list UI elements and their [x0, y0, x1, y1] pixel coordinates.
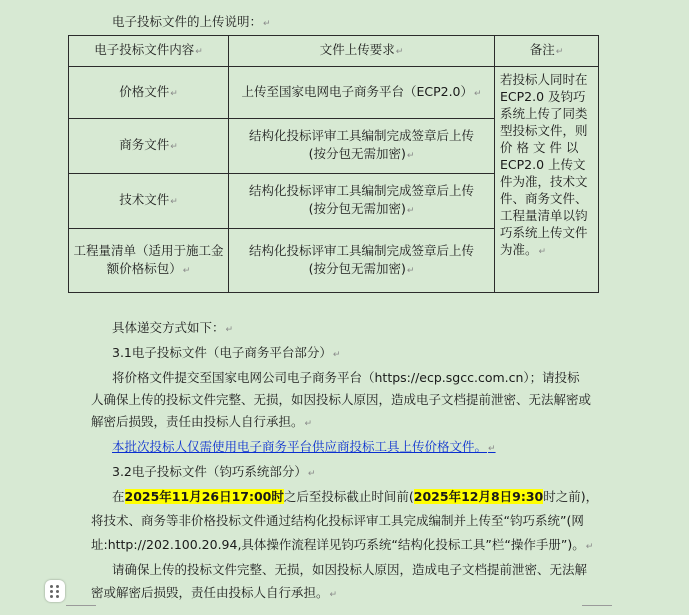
deadline-highlight: 2025年12月8日9:30	[413, 489, 544, 504]
drag-handle-icon[interactable]	[45, 580, 65, 602]
section-3-1-title: 3.1电子投标文件（电子商务平台部分）↵	[112, 345, 341, 360]
page-margin-mark	[66, 605, 96, 606]
row-requirement-price: 上传至国家电网电子商务平台（ECP2.0）↵	[229, 67, 495, 119]
section-3-2-deadline-line: 在2025年11月26日17:00时之后至投标截止时间前(2025年12月8日9:30时之前)，	[112, 489, 599, 504]
section-3-2-paragraph-line: 址:http://202.100.20.94,具体操作流程详见钧巧系统“结构化投标工具”栏“操作手册”)。↵	[91, 537, 594, 552]
row-requirement-technical: 结构化投标评审工具编制完成签章后上传 (按分包无需加密)↵	[229, 174, 495, 229]
section-3-2-paragraph-2-line: 密或解密后损毁，责任由投标人自行承担。↵	[91, 585, 338, 600]
page-margin-mark	[582, 605, 612, 606]
section-3-1-paragraph-line: 解密后损毁，责任由投标人自行承担。↵	[91, 414, 313, 429]
section-3-2-paragraph-2-line: 请确保上传的投标文件完整、无损，如因投标人原因，造成电子文档提前泄密、无法解	[112, 562, 588, 577]
section-3-1-paragraph-line: 将价格文件提交至国家电网公司电子商务平台（https://ecp.sgcc.com.cn）；请投标	[112, 370, 580, 385]
header-content: 电子投标文件内容↵	[69, 36, 229, 67]
start-time-highlight: 2025年11月26日17:00时	[124, 489, 284, 504]
header-requirement: 文件上传要求↵	[229, 36, 495, 67]
row-content-technical: 技术文件↵	[69, 174, 229, 229]
table-header-row	[69, 36, 599, 67]
price-upload-note-link[interactable]: 本批次投标人仅需使用电子商务平台供应商投标工具上传价格文件。↵	[112, 439, 496, 454]
upload-instructions-title: 电子投标文件的上传说明：↵	[112, 14, 271, 29]
row-content-price: 价格文件↵	[69, 67, 229, 119]
header-note: 备注↵	[495, 36, 599, 67]
row-requirement-quantity: 结构化投标评审工具编制完成签章后上传 (按分包无需加密)↵	[229, 229, 495, 293]
section-3-2-title: 3.2电子投标文件（钧巧系统部分）↵	[112, 464, 316, 479]
row-requirement-business: 结构化投标评审工具编制完成签章后上传 (按分包无需加密)↵	[229, 119, 495, 174]
note-cell: 若投标人同时在 ECP2.0 及钧巧 系统上传了同类 型投标文件，则 价 格 文 件 以 ECP2.0 上传文 件为准，技术文 件、商务文件、 工程量清单以钧 巧系统上传文件 为准。↵	[495, 67, 599, 293]
table-row	[69, 67, 599, 119]
section-3-1-paragraph-line: 人确保上传的投标文件完整、无损，如因投标人原因，造成电子文档提前泄密、无法解密或	[91, 392, 592, 407]
section-3-2-paragraph-line: 将技术、商务等非价格投标文件通过结构化投标评审工具完成编制并上传至“钧巧系统”(网	[91, 513, 584, 528]
upload-requirements-table	[68, 35, 599, 293]
row-content-business: 商务文件↵	[69, 119, 229, 174]
row-content-quantity: 工程量清单（适用于施工金 额价格标包）↵	[69, 229, 229, 293]
method-title: 具体递交方式如下：↵	[112, 320, 234, 335]
